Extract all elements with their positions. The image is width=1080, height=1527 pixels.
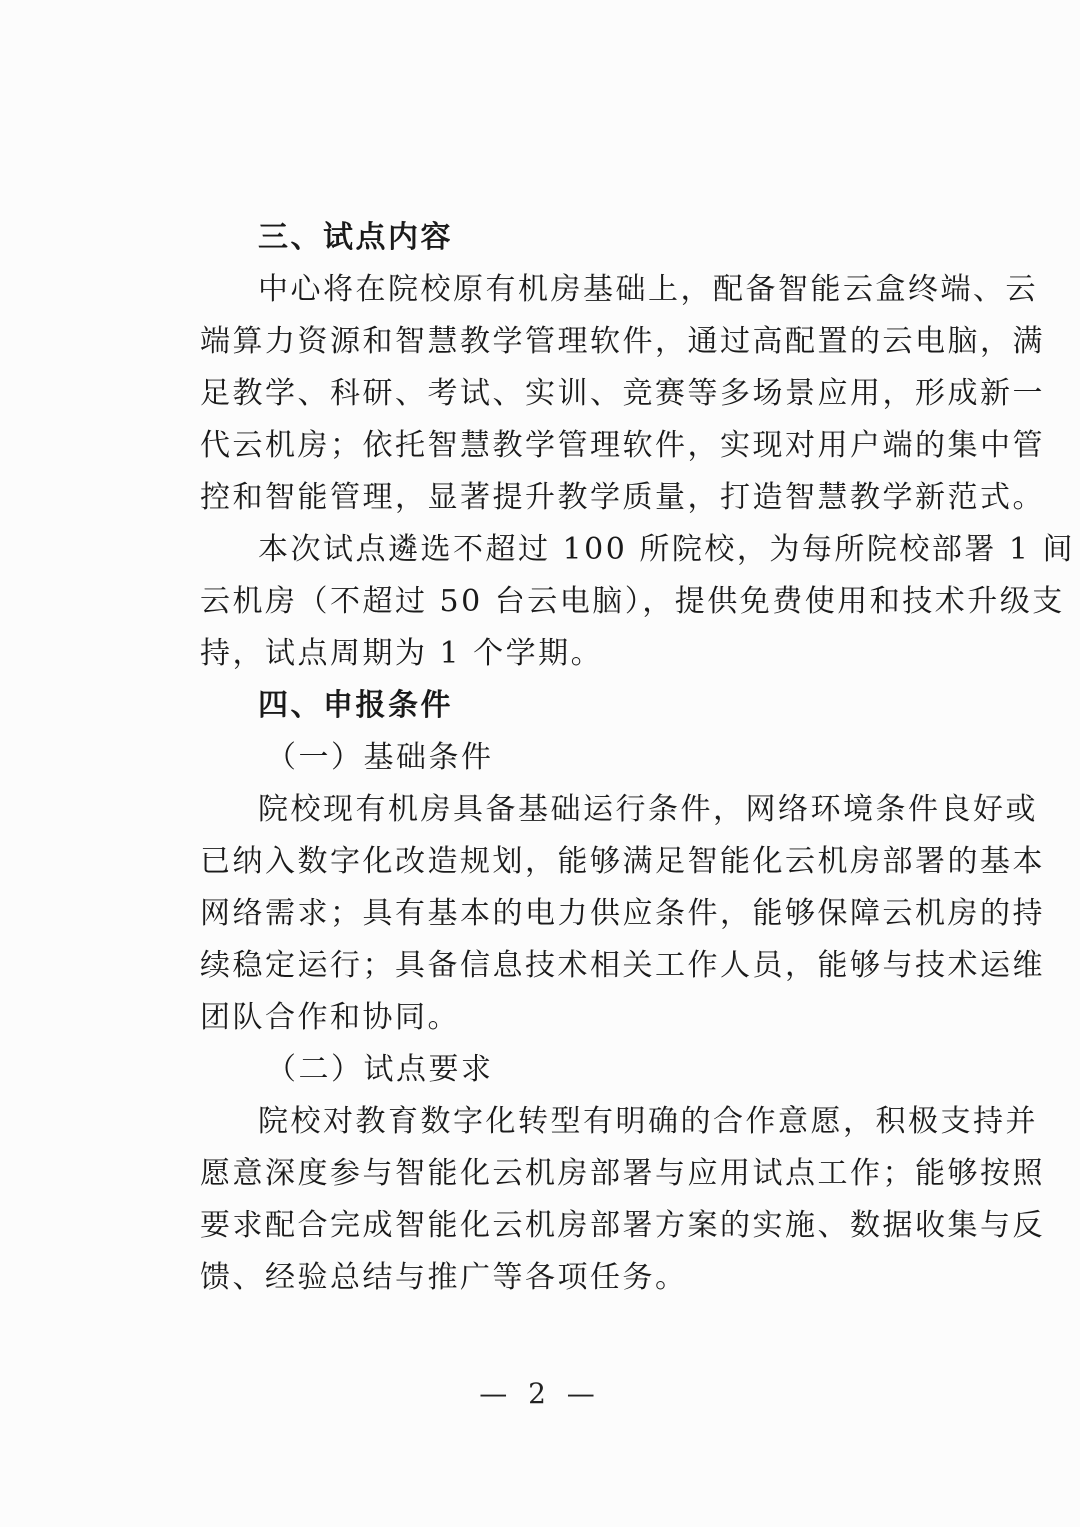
text-line: 中心将在院校原有机房基础上，配备智能云盒终端、云 — [258, 272, 1038, 307]
text-line: 院校对教育数字化转型有明确的合作意愿，积极支持并 — [258, 1104, 1038, 1139]
text-line: 足教学、科研、考试、实训、竞赛等多场景应用，形成新一 — [200, 376, 1045, 411]
text-line: 馈、经验总结与推广等各项任务。 — [200, 1260, 688, 1295]
text-line: 要求配合完成智能化云机房部署方案的实施、数据收集与反 — [200, 1208, 1045, 1243]
text-line: 院校现有机房具备基础运行条件，网络环境条件良好或 — [258, 792, 1038, 827]
page-number: — 2 — — [479, 1377, 601, 1410]
text-line: 网络需求；具有基本的电力供应条件，能够保障云机房的持 — [200, 896, 1045, 931]
subsection-heading-basic-conditions: （一）基础条件 — [266, 740, 494, 775]
text-line: 端算力资源和智慧教学管理软件，通过高配置的云电脑，满 — [200, 324, 1045, 359]
paragraph-pilot-requirements — [200, 1096, 1045, 1304]
text-line: 代云机房；依托智慧教学管理软件，实现对用户端的集中管 — [200, 428, 1045, 463]
document-body — [200, 212, 1075, 1304]
paragraph-basic-conditions — [200, 784, 1045, 1044]
section-heading-pilot-content: 三、试点内容 — [258, 220, 453, 255]
text-line: 愿意深度参与智能化云机房部署与应用试点工作；能够按照 — [200, 1156, 1045, 1191]
text-line: 云机房（不超过 50 台云电脑），提供免费使用和技术升级支 — [200, 584, 1065, 619]
subsection-heading-pilot-requirements: （二）试点要求 — [266, 1052, 494, 1087]
paragraph-pilot-scope — [200, 524, 1075, 680]
section-heading-application-conditions: 四、申报条件 — [258, 688, 453, 723]
text-line: 已纳入数字化改造规划，能够满足智能化云机房部署的基本 — [200, 844, 1045, 879]
text-line: 控和智能管理，显著提升教学质量，打造智慧教学新范式。 — [200, 480, 1045, 515]
text-line: 本次试点遴选不超过 100 所院校，为每所院校部署 1 间 — [258, 532, 1075, 567]
text-line: 续稳定运行；具备信息技术相关工作人员，能够与技术运维 — [200, 948, 1045, 983]
text-line: 团队合作和协同。 — [200, 1000, 460, 1035]
text-line: 持，试点周期为 1 个学期。 — [200, 636, 604, 671]
paragraph-pilot-content — [200, 264, 1045, 524]
